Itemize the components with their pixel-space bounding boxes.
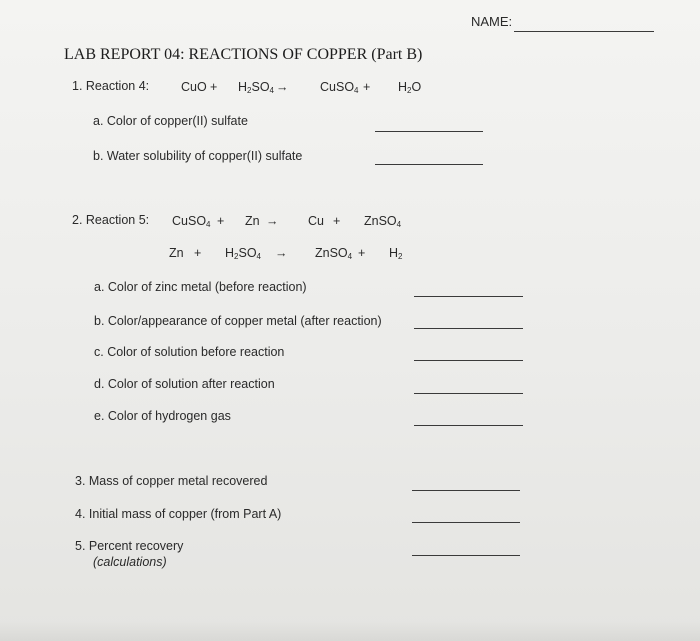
q2-label: 2. Reaction 5: (72, 213, 150, 227)
q5-note: (calculations) (93, 555, 167, 569)
q3-answer-line[interactable] (412, 490, 520, 491)
q2e-text: e. Color of hydrogen gas (94, 409, 231, 423)
q2c-text: c. Color of solution before reaction (94, 345, 285, 359)
q2d-answer-line[interactable] (414, 393, 523, 394)
q1-eq-h2o: $H_2O$ (398, 80, 422, 95)
q1b-answer-line[interactable] (375, 164, 483, 165)
q3-text: 3. Mass of copper metal recovered (75, 474, 268, 488)
q1-eq-plus2: + (363, 80, 371, 94)
q2d-text: d. Color of solution after reaction (94, 377, 275, 391)
q2e-answer-line[interactable] (414, 425, 523, 426)
q2-eq2-znso4: ZnSO$_4$ (315, 246, 353, 261)
q1-label: 1. Reaction 4: (72, 79, 150, 93)
page-title: LAB REPORT 04: REACTIONS OF COPPER (Part B) (64, 46, 423, 63)
q2-eq2-arrow: → (275, 246, 288, 260)
q2c-answer-line[interactable] (414, 360, 523, 361)
q2b-text: b. Color/appearance of copper metal (after reaction) (94, 314, 382, 328)
q4-answer-line[interactable] (412, 522, 520, 523)
q2-eq2-h2: $H_2$ (389, 246, 403, 261)
q2-eq1-plus2: + (333, 214, 341, 228)
q2-eq2-plus2: + (358, 246, 366, 260)
q2-eq1-cuso4: CuSO$_4$ (172, 214, 211, 229)
q2-eq1-znso4: ZnSO$_4$ (364, 214, 402, 229)
name-label: NAME: (471, 14, 513, 29)
q5-answer-line[interactable] (412, 555, 520, 556)
q2-eq2-h2so4: $H_2SO_4$ (225, 246, 261, 261)
q1a-answer-line[interactable] (375, 131, 483, 132)
q1a-text: a. Color of copper(II) sulfate (93, 114, 248, 128)
page-shadow (0, 621, 700, 641)
q4-text: 4. Initial mass of copper (from Part A) (75, 507, 282, 521)
q2-eq2-plus1: + (194, 246, 202, 260)
q2-eq2-zn: Zn (169, 246, 184, 260)
q2-eq1-zn: Zn (245, 214, 260, 228)
q5-text: 5. Percent recovery (75, 539, 184, 553)
q2a-answer-line[interactable] (414, 296, 523, 297)
name-field[interactable] (514, 31, 654, 32)
q1-eq-h2so4: $H_2SO_4$ (238, 80, 274, 95)
q2-eq1-cu: Cu (308, 214, 324, 228)
q2a-text: a. Color of zinc metal (before reaction) (94, 280, 307, 294)
q1-eq-plus1: + (210, 80, 218, 94)
q1-eq-cuo: CuO (181, 80, 207, 94)
q2-eq1-plus1: + (217, 214, 225, 228)
q1-eq-cuso4: CuSO$_4$ (320, 80, 359, 95)
q1-eq-arrow: → (276, 80, 289, 94)
q1b-text: b. Water solubility of copper(II) sulfate (93, 149, 303, 163)
q2-eq1-arrow: → (266, 214, 279, 228)
q2b-answer-line[interactable] (414, 328, 523, 329)
